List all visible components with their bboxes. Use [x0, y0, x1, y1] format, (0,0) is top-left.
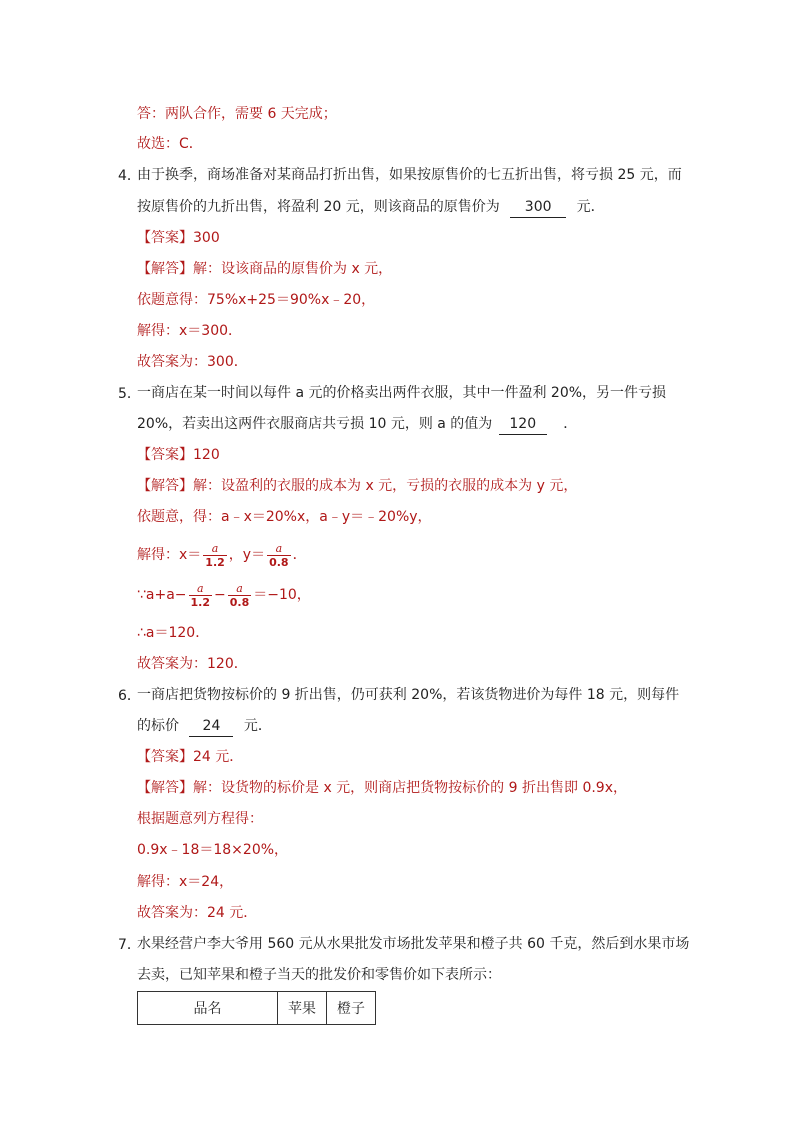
- q4-solution-line1: [137, 259, 392, 279]
- q6-solution-line4: 解得：x＝24，: [137, 874, 234, 890]
- q5-text-line1: 一商店在某一时间以每件 a 元的价格卖出两件衣服，其中一件盈利 20%，另一件亏损: [137, 385, 667, 401]
- q4-solution-line4: 故答案为：300．: [137, 354, 248, 370]
- q5-fraction-a2: [228, 582, 252, 609]
- q6-answer-value: 24 元．: [193, 749, 244, 765]
- fraction-denominator: 1.2: [190, 595, 211, 609]
- q6-solution-line5: 故答案为：24 元．: [137, 905, 258, 921]
- table-header-orange: 橙子: [327, 992, 376, 1025]
- q5-solution-line4: [137, 580, 311, 610]
- fraction-numerator: a: [228, 582, 252, 596]
- fraction-denominator: 1.2: [205, 555, 225, 569]
- q5-text-line2-post: ．: [563, 416, 578, 432]
- q5-solution-line1: [137, 476, 577, 496]
- q5-sol3-end: ．: [292, 547, 307, 563]
- table-header-name: 品名: [138, 992, 278, 1025]
- q4-text-line2-pre: 按原售价的九折出售，将盈利 20 元，则该商品的原售价为: [137, 199, 500, 215]
- q6-solution-line1: [137, 778, 627, 798]
- fraction-denominator: 0.8: [269, 555, 289, 569]
- q6-text-line2-pre: 的标价: [137, 718, 179, 734]
- q4-number: 4．: [118, 168, 141, 184]
- fraction-numerator: a: [189, 582, 213, 596]
- q6-number: 6．: [118, 688, 141, 704]
- q6-text-line1: 一商店把货物按标价的 9 折出售，仍可获利 20%，若该货物进价为每件 18 元，则每件: [137, 687, 680, 703]
- q6-solution-tag: 【解答】: [137, 780, 193, 796]
- q5-solution-tag: 【解答】: [137, 478, 193, 494]
- q5-sol4-pre: ∵a+a−: [137, 587, 187, 603]
- q5-sol4-end: ＝−10，: [253, 587, 311, 603]
- q5-solution-line5: ∴a＝120．: [137, 625, 210, 641]
- q5-blank: 120: [499, 414, 547, 435]
- q5-answer-tag: 【答案】: [137, 447, 193, 463]
- q5-answer: [137, 445, 220, 465]
- q5-answer-value: 120: [193, 447, 220, 463]
- q7-number: 7．: [118, 937, 141, 953]
- q4-answer-value: 300: [193, 230, 220, 246]
- q6-solution-line2: 根据题意列方程得：: [137, 811, 263, 827]
- q6-answer: [137, 747, 243, 767]
- q5-fraction-a1: [189, 582, 213, 609]
- q6-solution-line3: 0.9x﹣18＝18×20%，: [137, 842, 289, 858]
- table-row: [138, 992, 376, 1025]
- q4-solution-text1: 解：设该商品的原售价为 x 元，: [193, 261, 393, 277]
- q5-solution-text1: 解：设盈利的衣服的成本为 x 元，亏损的衣服的成本为 y 元，: [193, 478, 578, 494]
- price-table: [137, 991, 376, 1025]
- q5-fraction-x: [203, 542, 227, 569]
- q7-text-line1: 水果经营户李大爷用 560 元从水果批发市场批发苹果和橙子共 60 千克，然后到水果市场: [137, 936, 690, 952]
- prev-choice-line: 故选：C．: [137, 136, 203, 152]
- q5-solution-line2: 依题意，得：a﹣x＝20%x，a﹣y＝﹣20%y，: [137, 509, 432, 525]
- prev-answer-line: 答：两队合作，需要 6 天完成；: [137, 106, 337, 122]
- q5-sol3-mid: ，y＝: [228, 547, 266, 563]
- fraction-numerator: a: [267, 542, 291, 556]
- q5-sol3-pre: 解得：x＝: [137, 547, 202, 563]
- q4-solution-line3: 解得：x＝300．: [137, 323, 243, 339]
- q5-text-line2-pre: 20%，若卖出这两件衣服商店共亏损 10 元，则 a 的值为: [137, 416, 493, 432]
- q4-answer-tag: 【答案】: [137, 230, 193, 246]
- table-header-apple: 苹果: [278, 992, 327, 1025]
- q4-answer: [137, 228, 220, 248]
- q4-text-line2-post: 元．: [576, 199, 605, 215]
- q6-solution-text1: 解：设货物的标价是 x 元，则商店把货物按标价的 9 折出售即 0.9x，: [193, 780, 627, 796]
- q4-text-line2: [137, 197, 605, 218]
- q5-text-line2: [137, 414, 577, 435]
- q6-blank: 24: [189, 716, 233, 737]
- q4-solution-line2: 依题意得：75%x+25＝90%x﹣20，: [137, 292, 376, 308]
- q6-text-line2: [137, 716, 272, 737]
- q5-number: 5．: [118, 386, 141, 402]
- q6-answer-tag: 【答案】: [137, 749, 193, 765]
- fraction-denominator: 0.8: [229, 595, 250, 609]
- q7-text-line2: 去卖，已知苹果和橙子当天的批发价和零售价如下表所示：: [137, 967, 501, 983]
- q4-blank: 300: [510, 197, 566, 218]
- fraction-numerator: a: [203, 542, 227, 556]
- q5-solution-line3: [137, 540, 307, 570]
- q4-solution-tag: 【解答】: [137, 261, 193, 277]
- q5-sol4-minus: −: [214, 587, 226, 603]
- q5-solution-line6: 故答案为：120．: [137, 656, 248, 672]
- q4-text-line1: 由于换季，商场准备对某商品打折出售，如果按原售价的七五折出售，将亏损 25 元，而: [137, 167, 682, 183]
- q5-fraction-y: [267, 542, 291, 569]
- q6-text-line2-post: 元．: [243, 718, 272, 734]
